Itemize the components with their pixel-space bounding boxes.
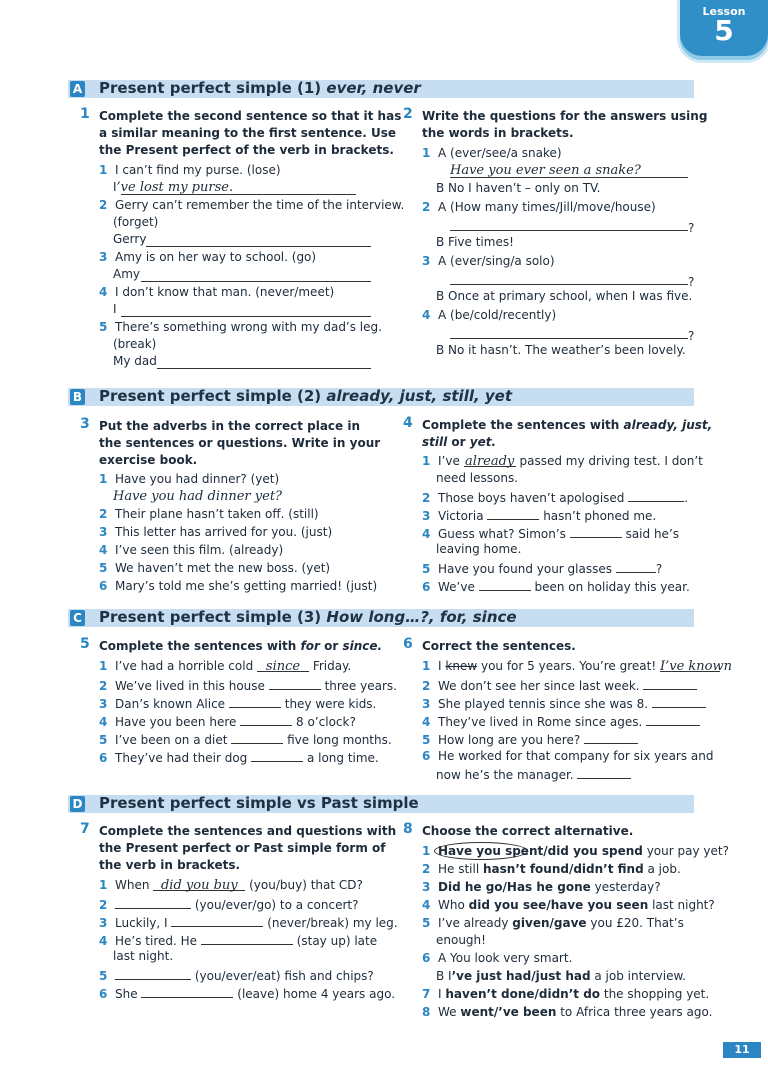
section-title: Present perfect simple (1) ever, never	[99, 79, 421, 97]
exercise-instruction: Complete the sentences and questions with the Present perfect or Past simple form of the verb in brackets.	[99, 824, 397, 872]
section-badge: D	[70, 796, 85, 812]
section-badge: C	[70, 610, 85, 626]
lesson-number: 5	[714, 14, 734, 47]
exercise-4-items: 1 I’ve already passed my driving test. I don’t need lessons. 2 Those boys haven’t apologised . 3 Victoria hasn’t phoned me. 4 Guess what? Simon’s said he’s leaving home. 5 Have you found your glasses ? 6 We’ve been on holiday this year.	[422, 454, 703, 594]
section-badge: A	[70, 81, 85, 97]
section-title: Present perfect simple (3) How long…?, for, since	[99, 608, 517, 626]
exercise-3-items: 1 Have you had dinner? (yet) Have you had dinner yet? 2 Their plane hasn’t taken off. (still) 3 This letter has arrived for you. (just) 4 I’ve seen this film. (already) 5 We haven’t met the new boss. (yet) 6 Mary’s told me she’s getting married! (just)	[99, 472, 378, 593]
exercise-instruction: Complete the second sentence so that it has a similar meaning to the first sentence. Use the Present perfect of the verb in brackets.	[99, 109, 402, 157]
exercise-instruction: Correct the sentences.	[422, 639, 576, 653]
section-d-header	[68, 795, 694, 813]
section-title: Present perfect simple vs Past simple	[99, 794, 419, 812]
exercise-instruction: Complete the sentences with for or since.	[99, 639, 383, 653]
exercise-number: 1	[80, 106, 90, 122]
exercise-number: 2	[403, 106, 413, 122]
exercise-number: 8	[403, 821, 413, 837]
exercise-number: 7	[80, 821, 90, 837]
exercise-instruction: Write the questions for the answers using the words in brackets.	[422, 109, 708, 140]
lesson-tab	[680, 0, 768, 60]
section-a-header	[68, 80, 694, 98]
exercise-6-items: 1 I knew you for 5 years. You’re great! I’ve known 2 We don’t see her since last week. 3 She played tennis since she was 8. 4 They’ve lived in Rome since ages. 5 How long are you here? 6 He worked for that company for six years and now he’s the manager.	[422, 659, 732, 782]
exercise-8-items: 1 Have you spent/did you spend your pay yet? 2 He still hasn’t found/didn’t find a job. 3 Did he go/Has he gone yesterday? 4 Who did you see/have you seen last night? 5 I’ve already given/gave you £20. That’s enough! 6 A You look very smart. B I’ve just had/just had a job interview. 7 I haven’t done/didn’t do the shopping yet. 8 We went/’ve been to Africa three years ago.	[422, 844, 729, 1019]
section-b-header	[68, 388, 694, 406]
exercise-instruction: Choose the correct alternative.	[422, 824, 634, 838]
section-title: Present perfect simple (2) already, just, still, yet	[99, 387, 513, 405]
exercise-2-items: 1 A (ever/see/a snake) Have you ever seen a snake? B No I haven’t – only on TV. 2 A (How many times/Jill/move/house) ? B Five times! 3 A (ever/sing/a solo) ? B Once at primary school, when I was five. 4 A (be/cold/recently) ? B No it hasn’t. The weather’s been lovely.	[422, 146, 695, 357]
exercise-number: 6	[403, 636, 413, 652]
exercise-number: 3	[80, 416, 90, 432]
section-badge: B	[70, 389, 85, 405]
exercise-7-items: 1 When did you buy (you/buy) that CD? 2 (you/ever/go) to a concert? 3 Luckily, I (never/break) my leg. 4 He’s tired. He (stay up) late last night. 5 (you/ever/eat) fish and chips? 6 She (leave) home 4 years ago.	[99, 878, 398, 1001]
lesson-label: Lesson	[702, 5, 746, 18]
exercise-instruction: Complete the sentences with already, just, still or yet.	[422, 418, 713, 449]
exercise-number: 4	[403, 415, 413, 431]
exercise-1-items: 1 I can’t find my purse. (lose) I’ve lost my purse. 2 Gerry can’t remember the time of the interview. (forget) Gerry 3 Amy is on her way to school. (go) Amy 4 I don’t know that man. (never/meet) I 5 There’s something wrong with my dad’s leg. (break) My dad	[99, 163, 405, 368]
exercise-number: 5	[80, 636, 90, 652]
page-number: 11	[723, 1042, 761, 1058]
exercise-5-items: 1 I’ve had a horrible cold since Friday. 2 We’ve lived in this house three years. 3 Dan’s known Alice they were kids. 4 Have you been here 8 o’clock? 5 I’ve been on a diet five long months. 6 They’ve had their dog a long time.	[99, 659, 397, 765]
section-c-header	[68, 609, 694, 627]
exercise-instruction: Put the adverbs in the correct place in the sentences or questions. Write in your exercise book.	[99, 419, 381, 467]
